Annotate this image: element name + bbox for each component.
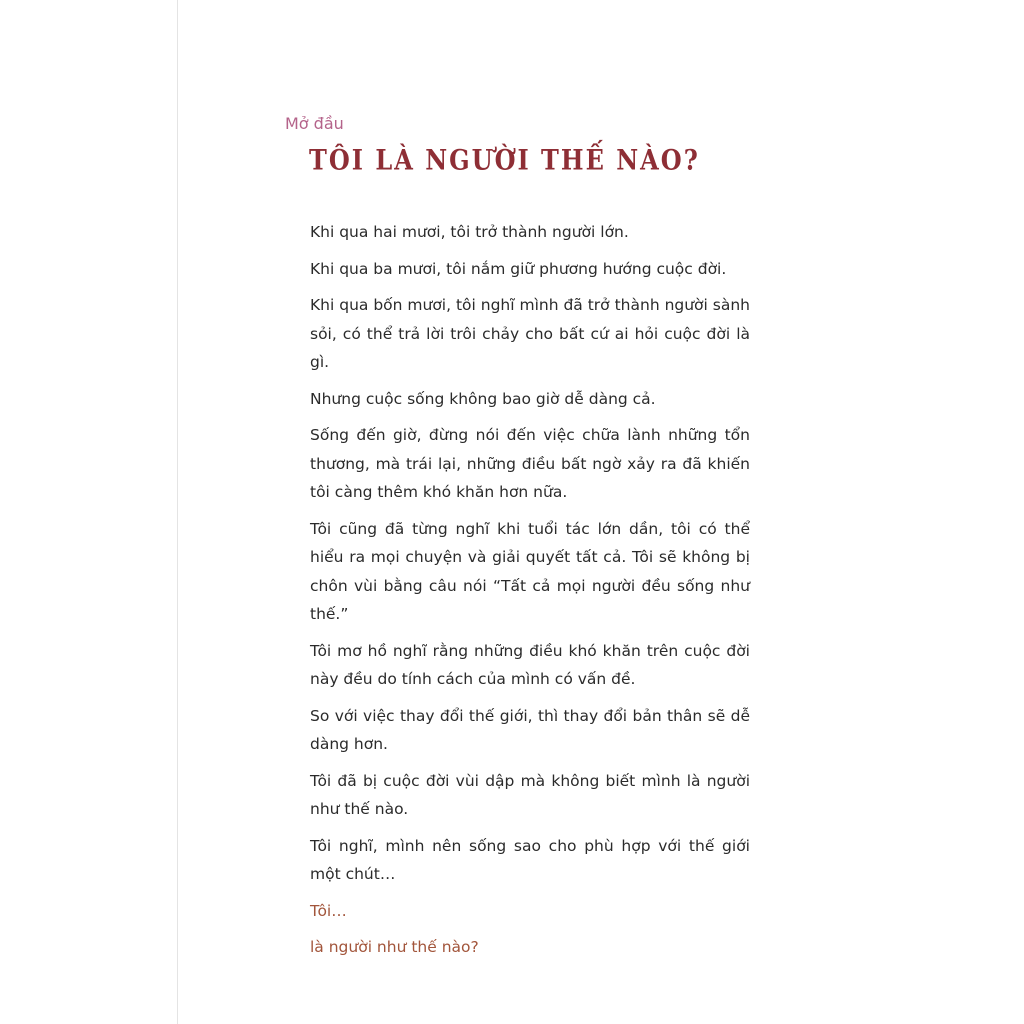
paragraph: Khi qua ba mươi, tôi nắm giữ phương hướng cuộc đời.	[310, 259, 727, 278]
page-gutter-line	[177, 0, 178, 1024]
paragraph: Tôi cũng đã từng nghĩ khi tuổi tác lớn dần, tôi có thể hiểu ra mọi chuyện và giải quyết tất cả. Tôi sẽ không bị chôn vùi bằng câu nói “Tất cả mọi người đều sống như thế.”	[310, 519, 750, 623]
paragraph: Nhưng cuộc sống không bao giờ dễ dàng cả.	[310, 389, 656, 408]
chapter-title: TÔI LÀ NGƯỜI THẾ NÀO?	[309, 143, 700, 177]
closing-line: là người như thế nào?	[310, 938, 479, 956]
section-label: Mở đầu	[285, 114, 344, 133]
paragraph: Sống đến giờ, đừng nói đến việc chữa lành những tổn thương, mà trái lại, những điều bất ngờ xảy ra đã khiến tôi càng thêm khó khăn hơn nữa.	[310, 426, 750, 501]
paragraph: Tôi nghĩ, mình nên sống sao cho phù hợp với thế giới một chút…	[310, 836, 750, 883]
paragraph: Khi qua bốn mươi, tôi nghĩ mình đã trở thành người sành sỏi, có thể trả lời trôi chảy cho bất cứ ai hỏi cuộc đời là gì.	[310, 296, 750, 371]
closing-line: Tôi…	[310, 901, 347, 920]
paragraph: Tôi đã bị cuộc đời vùi dập mà không biết mình là người như thế nào.	[310, 771, 750, 818]
paragraph: So với việc thay đổi thế giới, thì thay đổi bản thân sẽ dễ dàng hơn.	[310, 706, 750, 753]
paragraph: Tôi mơ hồ nghĩ rằng những điều khó khăn trên cuộc đời này đều do tính cách của mình có vấn đề.	[310, 641, 750, 688]
body-text	[310, 218, 750, 970]
paragraph: Khi qua hai mươi, tôi trở thành người lớn.	[310, 223, 629, 241]
